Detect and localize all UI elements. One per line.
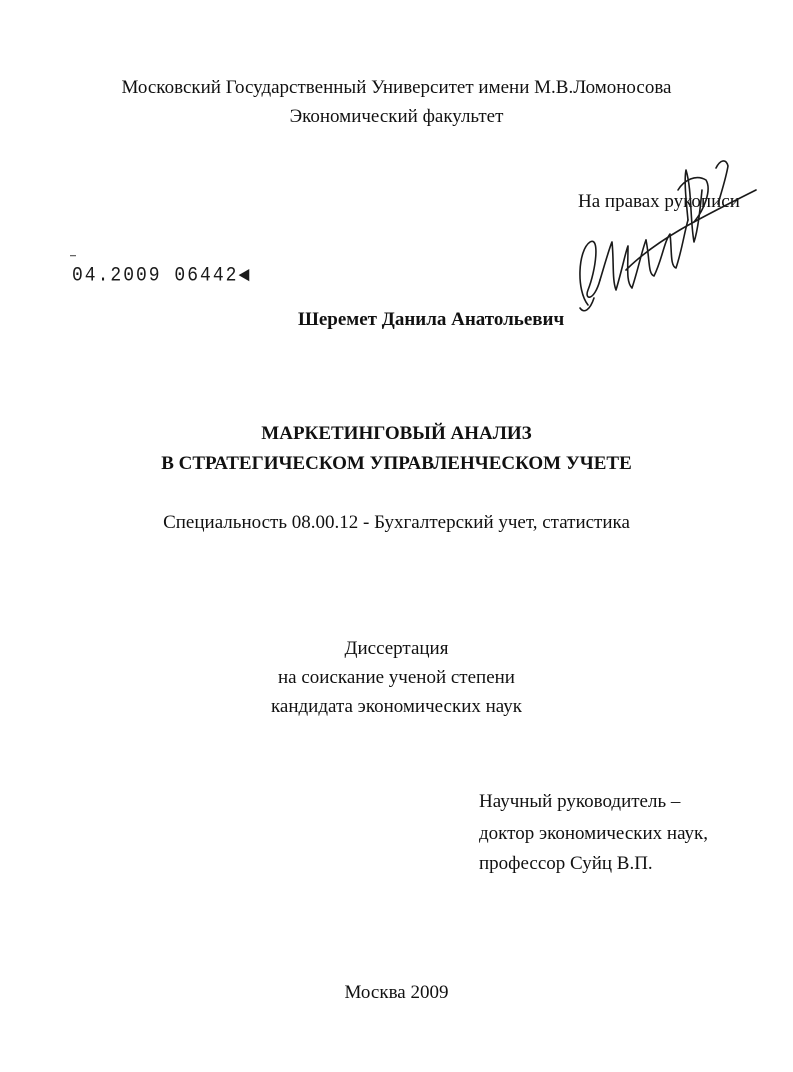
author-name: Шеремет Данила Анатольевич	[298, 309, 565, 330]
supervisor-name: профессор Суйц В.П.	[479, 853, 653, 874]
supervisor-degree: доктор экономических наук,	[479, 823, 709, 844]
supervisor-label: Научный руководитель –	[479, 791, 681, 812]
city-year: Москва 2009	[344, 982, 449, 1003]
faculty-name: Экономический факультет	[289, 106, 504, 127]
stamp-tick	[70, 255, 76, 260]
inventory-stamp	[72, 262, 251, 287]
degree-line: на соискание ученой степени	[278, 667, 515, 688]
dissertation-label: Диссертация	[344, 638, 449, 659]
title-line-1: МАРКЕТИНГОВЫЙ АНАЛИЗ	[261, 423, 532, 444]
specialty: Специальность 08.00.12 - Бухгалтерский учет, статистика	[163, 512, 630, 533]
handwritten-signature	[566, 150, 766, 320]
title-line-2: В СТРАТЕГИЧЕСКОМ УПРАВЛЕНЧЕСКОМ УЧЕТЕ	[161, 453, 632, 474]
inventory-code: 04.2009 06442	[72, 264, 239, 288]
rights-note: На правах рукописи	[578, 191, 740, 212]
stamp-mark: ◀	[238, 264, 252, 288]
university-name: Московский Государственный Университет имени М.В.Ломоносова	[121, 77, 672, 98]
degree-field: кандидата экономических наук	[270, 696, 523, 717]
